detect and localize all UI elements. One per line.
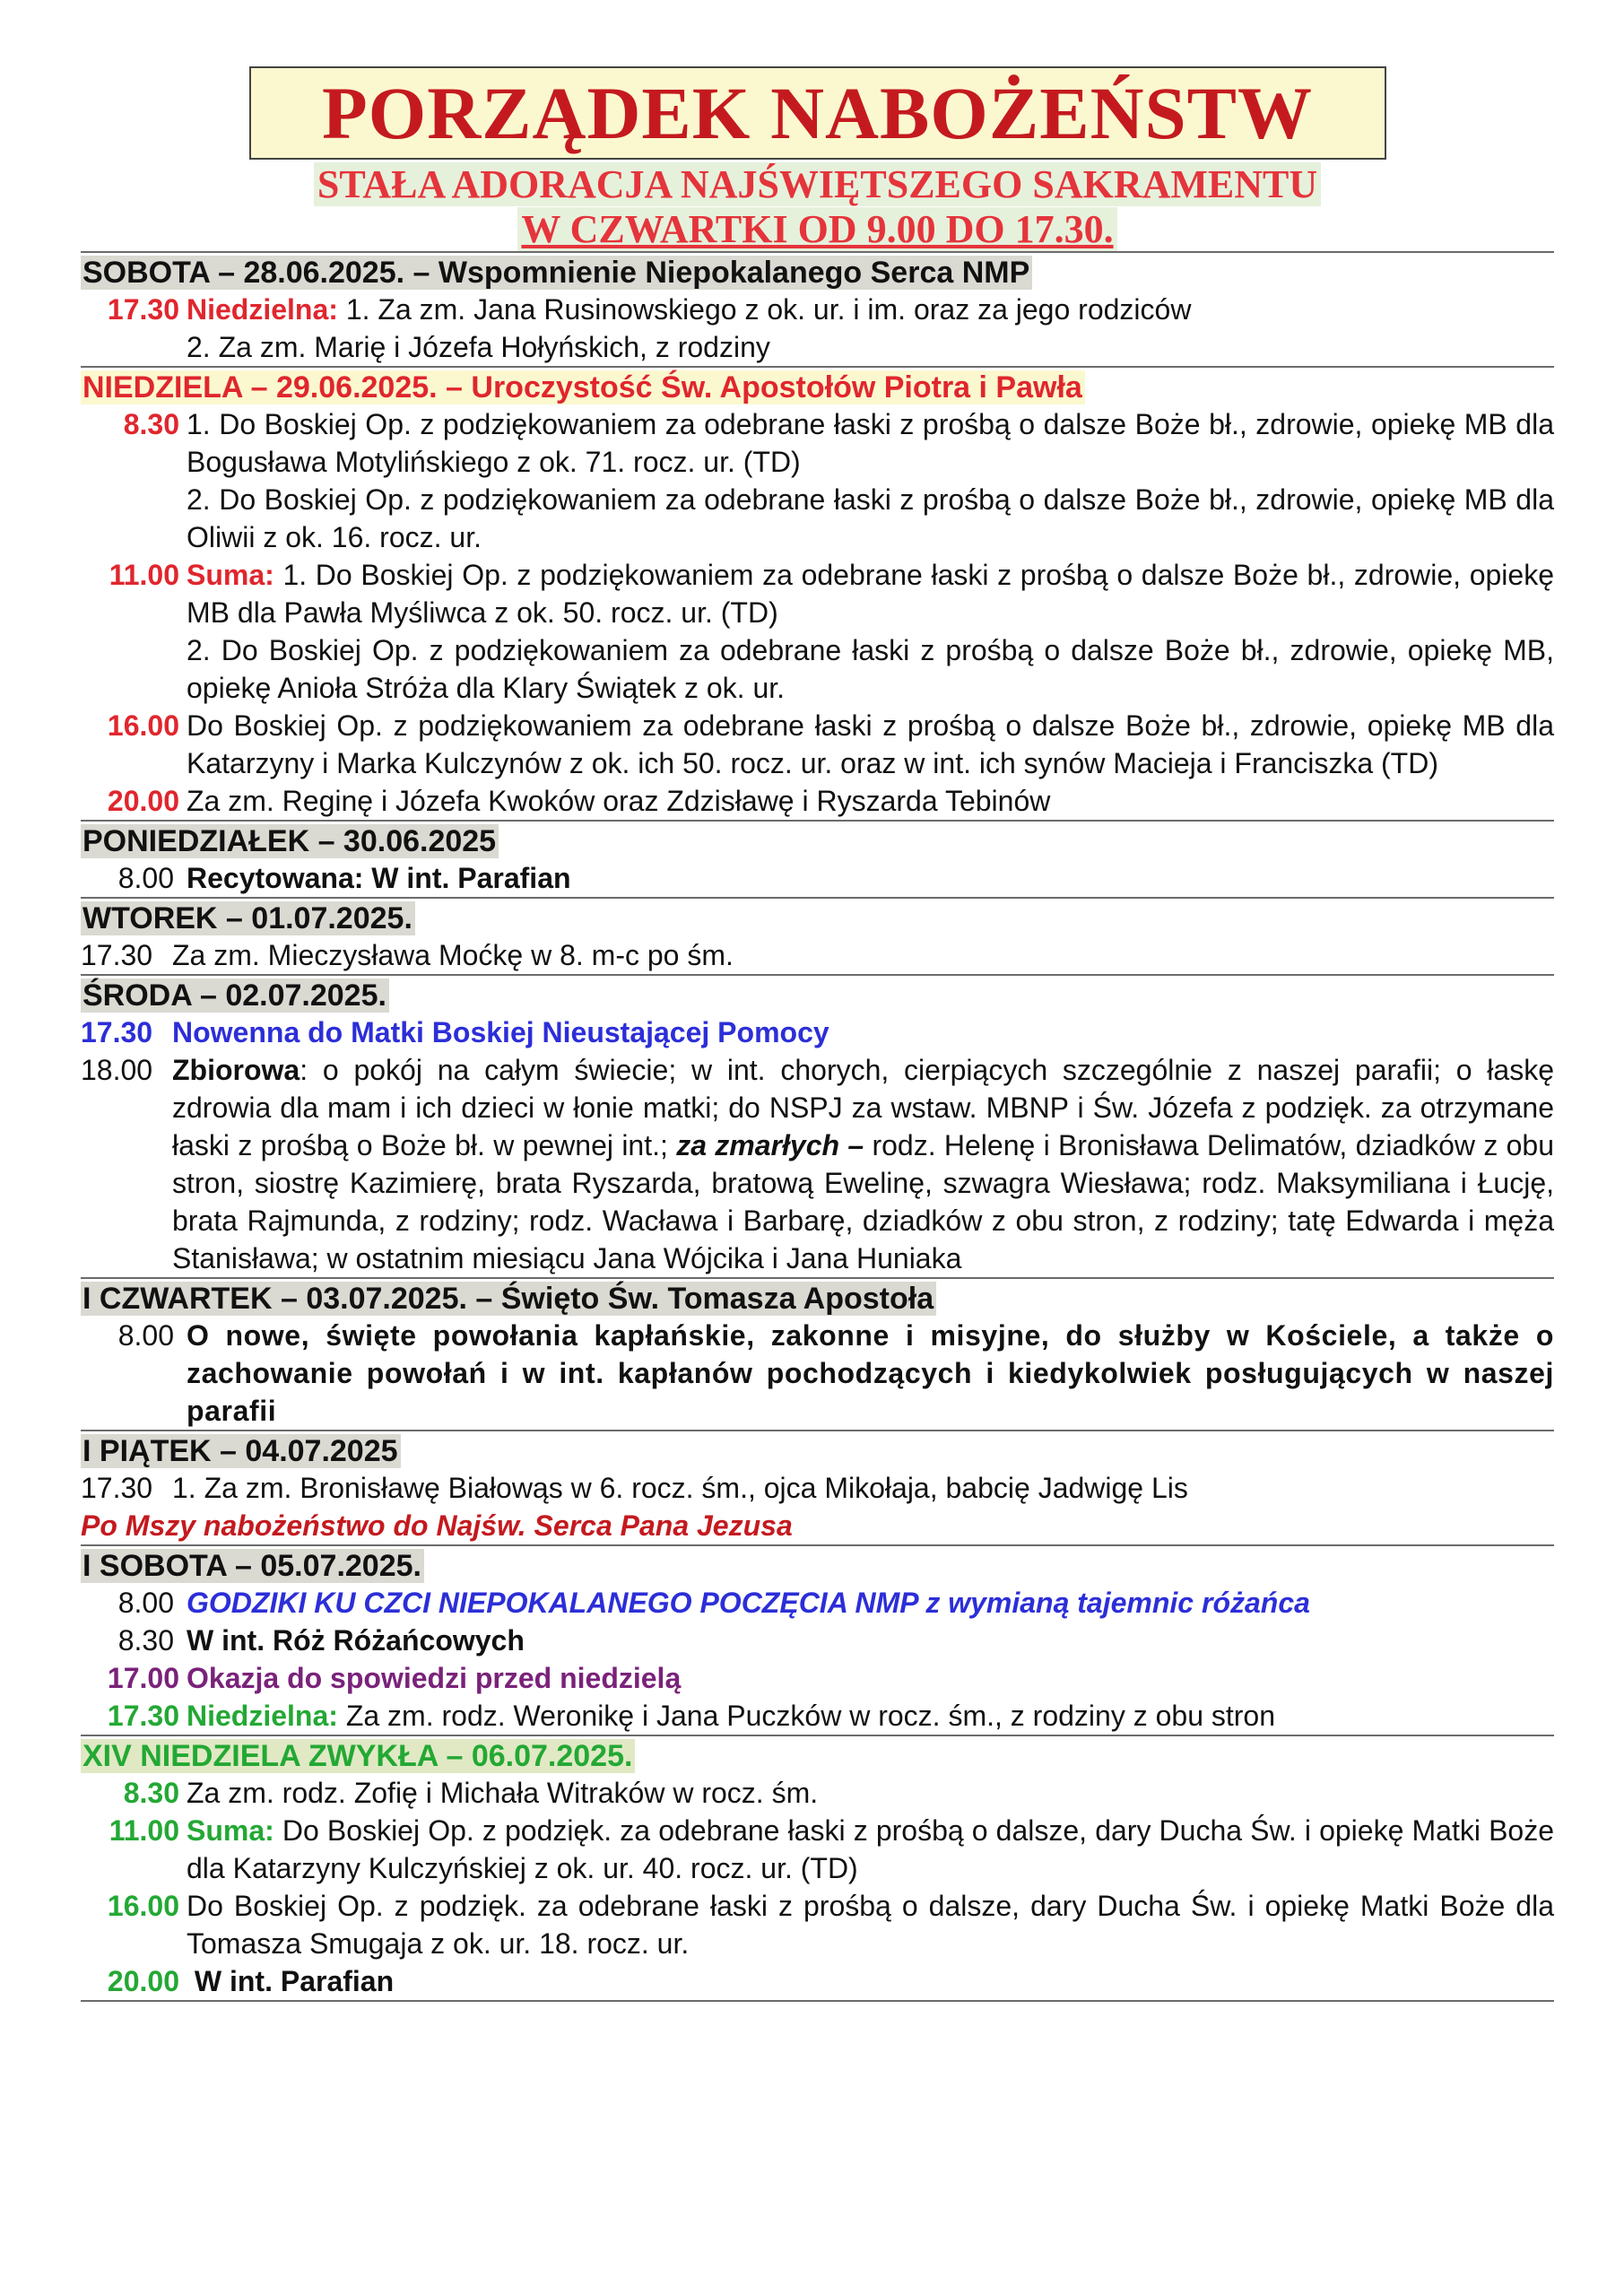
mass-entry bbox=[81, 1013, 1554, 1051]
mass-intention: 1. Do Boskiej Op. z podziękowaniem za odebrane łaski z prośbą o dalsze Boże bł., zdrowie, opiekę MB dla Bogusława Motylińskiego z ok. 71. rocz. ur. (TD) bbox=[187, 408, 1554, 478]
mass-intention: Za zm. rodz. Zofię i Michała Witraków w rocz. śm. bbox=[187, 1777, 819, 1809]
mass-intention: Do Boskiej Op. z podzięk. za odebrane łaski z prośbą o dalsze, dary Ducha Św. i opiekę Matki Boże dla Katarzyny Kulczyńskiej z ok. ur. 40. rocz. ur. (TD) bbox=[187, 1814, 1554, 1884]
mass-intention: Za zm. rodz. Weronikę i Jana Puczków w rocz. śm., z rodziny z obu stron bbox=[337, 1700, 1276, 1732]
mass-intention: Za zm. Reginę i Józefa Kwoków oraz Zdzisławę i Ryszarda Tebinów bbox=[187, 785, 1051, 817]
mass-intention: Do Boskiej Op. z podzięk. za odebrane łaski z prośbą o dalsze, dary Ducha Św. i opiekę Matki Boże dla Tomasza Smugaja z ok. ur. 18. rocz. ur. bbox=[187, 1890, 1554, 1960]
mass-time: 11.00 bbox=[109, 559, 179, 591]
mass-entry bbox=[81, 1887, 1554, 1962]
mass-intention: 2. Do Boskiej Op. z podziękowaniem za odebrane łaski z prośbą o dalsze Boże bł., zdrowie, opiekę MB dla Oliwii z ok. 16. rocz. ur. bbox=[187, 483, 1554, 553]
day-section-tuesday bbox=[81, 897, 1554, 974]
mass-intention: W int. Róż Różańcowych bbox=[187, 1624, 525, 1657]
mass-intention: 1. Do Boskiej Op. z podziękowaniem za odebrane łaski z prośbą o dalsze Boże bł., zdrowie, opiekę MB dla Pawła Myśliwca z ok. 50. rocz. ur. (TD) bbox=[187, 559, 1554, 629]
adoration-subtitle: STAŁA ADORACJA NAJŚWIĘTSZEGO SAKRAMENTU bbox=[81, 161, 1554, 208]
adoration-hours-subtitle: W CZWARTKI OD 9.00 DO 17.30. bbox=[81, 208, 1554, 251]
mass-label: Recytowana bbox=[187, 862, 354, 894]
mass-entry bbox=[81, 1622, 1554, 1659]
mass-intention: 1. Za zm. Jana Rusinowskiego z ok. ur. i im. oraz za jego rodziców bbox=[337, 293, 1192, 326]
mass-entry bbox=[81, 1812, 1554, 1887]
day-section-xiv-sunday bbox=[81, 1735, 1554, 2002]
day-section-monday bbox=[81, 820, 1554, 897]
mass-entry bbox=[81, 1697, 1554, 1735]
mass-schedule-page bbox=[81, 66, 1554, 2002]
mass-entry bbox=[81, 1317, 1554, 1430]
day-section-friday bbox=[81, 1430, 1554, 1544]
mass-time: 17.00 bbox=[107, 1662, 179, 1694]
day-heading: I SOBOTA – 05.07.2025. bbox=[81, 1546, 1554, 1584]
mass-intention: rodz. Helenę i Bronisława Delimatów, dziadków z obu stron, siostrę Kazimierę, brata Ryszarda, bratową Ewelinę, szwagra Wiesława; rodz. Maksymiliana i Łucję, brata Rajmunda, z rodziny; rodz. Wacława i Barbarę, dziadków z obu stron, z rodziny; tatę Edwarda i męża Stanisława; w ostatnim miesiącu Jana Wójcika i Jana Huniaka bbox=[172, 1129, 1555, 1274]
mass-intention: 2. Za zm. Marię i Józefa Hołyńskich, z rodziny bbox=[187, 331, 770, 363]
mass-intention: GODZIKI KU CZCI NIEPOKALANEGO POCZĘCIA NMP z wymianą tajemnic różańca bbox=[187, 1587, 1310, 1619]
mass-entry bbox=[81, 1584, 1554, 1622]
mass-intention: W int. Parafian bbox=[187, 1965, 395, 1997]
mass-label: Niedzielna: bbox=[187, 293, 338, 326]
day-heading: SOBOTA – 28.06.2025. – Wspomnienie Niepokalanego Serca NMP bbox=[81, 253, 1554, 291]
day-section-thursday bbox=[81, 1277, 1554, 1430]
day-section-wednesday bbox=[81, 974, 1554, 1277]
day-heading: PONIEDZIAŁEK – 30.06.2025 bbox=[81, 822, 1554, 859]
novena-title: Nowenna do Matki Boskiej Nieustającej Pomocy bbox=[172, 1016, 829, 1048]
mass-time: 8.30 bbox=[123, 1777, 179, 1809]
mass-label: Zbiorowa bbox=[172, 1054, 300, 1086]
mass-intention: : W int. Parafian bbox=[353, 862, 571, 894]
mass-intention: 2. Do Boskiej Op. z podziękowaniem za odebrane łaski z prośbą o dalsze Boże bł., zdrowie, opiekę MB, opiekę Anioła Stróża dla Klary Świątek z ok. ur. bbox=[187, 634, 1554, 704]
mass-time: 20.00 bbox=[107, 785, 179, 817]
mass-intention: Do Boskiej Op. z podziękowaniem za odebrane łaski z prośbą o dalsze Boże bł., zdrowie, opiekę MB dla Katarzyny i Marka Kulczynów z ok. ich 50. rocz. ur. oraz w int. ich synów Macieja i Franciszka (TD) bbox=[187, 709, 1554, 779]
mass-time: 18.00 bbox=[81, 1054, 153, 1086]
mass-entry bbox=[81, 556, 1554, 707]
mass-entry bbox=[81, 1051, 1554, 1277]
mass-label: Niedzielna: bbox=[187, 1700, 338, 1732]
mass-time: 20.00 bbox=[107, 1965, 179, 1997]
mass-time: 11.00 bbox=[109, 1814, 179, 1847]
mass-entry bbox=[81, 1774, 1554, 1812]
mass-intention: : o pokój na całym świecie; w int. chorych, cierpiących szczególnie z naszej parafii; o łaskę zdrowia dla mam i ich dzieci w łonie matki; do NSPJ za wstaw. MBNP i Św. Józefa z podzięk. za otrzymane łaski z prośbą o Boże bł. w pewnej int.; bbox=[172, 1054, 1554, 1161]
page-title: PORZĄDEK NABOŻEŃSTW bbox=[249, 66, 1386, 160]
day-heading: I CZWARTEK – 03.07.2025. – Święto Św. Tomasza Apostoła bbox=[81, 1279, 1554, 1317]
mass-time: 17.30 bbox=[81, 1016, 153, 1048]
day-heading: WTOREK – 01.07.2025. bbox=[81, 899, 1554, 936]
devotion-note: Po Mszy nabożeństwo do Najśw. Serca Pana Jezusa bbox=[81, 1509, 793, 1542]
mass-time: 8.30 bbox=[123, 408, 179, 440]
mass-entry bbox=[81, 707, 1554, 782]
day-heading: I PIĄTEK – 04.07.2025 bbox=[81, 1431, 1554, 1469]
mass-intention: 1. Za zm. Bronisławę Białowąs w 6. rocz. śm., ojca Mikołaja, babcię Jadwigę Lis bbox=[172, 1472, 1188, 1504]
mass-label: Suma: bbox=[187, 1814, 274, 1847]
mass-intention: Za zm. Mieczysława Moćkę w 8. m-c po śm. bbox=[172, 939, 734, 971]
mass-time: 16.00 bbox=[107, 1890, 179, 1922]
mass-entry bbox=[81, 405, 1554, 556]
mass-entry bbox=[81, 1469, 1554, 1507]
day-section-sunday bbox=[81, 366, 1554, 820]
confession-note: Okazja do spowiedzi przed niedzielą bbox=[187, 1662, 682, 1694]
mass-entry bbox=[81, 291, 1554, 366]
mass-time: 16.00 bbox=[107, 709, 179, 742]
mass-time: 8.00 bbox=[117, 1319, 174, 1352]
mass-intention: O nowe, święte powołania kapłańskie, zakonne i misyjne, do służby w Kościele, a także o zachowanie powołań i w int. kapłanów pochodzących i kiedykolwiek posługujących w naszej parafii bbox=[187, 1319, 1554, 1427]
mass-label: Suma: bbox=[187, 559, 274, 591]
mass-entry bbox=[81, 782, 1554, 820]
day-heading: NIEDZIELA – 29.06.2025. – Uroczystość Św. Apostołów Piotra i Pawła bbox=[81, 368, 1554, 405]
day-section-saturday bbox=[81, 251, 1554, 366]
day-heading: ŚRODA – 02.07.2025. bbox=[81, 976, 1554, 1013]
mass-time: 8.00 bbox=[117, 862, 174, 894]
mass-time: 17.30 bbox=[107, 293, 179, 326]
mass-time: 17.30 bbox=[81, 939, 153, 971]
day-heading: XIV NIEDZIELA ZWYKŁA – 06.07.2025. bbox=[81, 1736, 1554, 1774]
mass-entry bbox=[81, 1659, 1554, 1697]
mass-time: 17.30 bbox=[107, 1700, 179, 1732]
mass-time: 8.00 bbox=[117, 1587, 174, 1619]
mass-time: 8.30 bbox=[117, 1624, 174, 1657]
mass-intention-emphasis: za zmarłych – bbox=[676, 1129, 864, 1161]
mass-entry bbox=[81, 936, 1554, 974]
mass-time: 17.30 bbox=[81, 1472, 153, 1504]
day-section-first-saturday bbox=[81, 1544, 1554, 1735]
mass-entry bbox=[81, 859, 1554, 897]
mass-entry bbox=[81, 1962, 1554, 2000]
